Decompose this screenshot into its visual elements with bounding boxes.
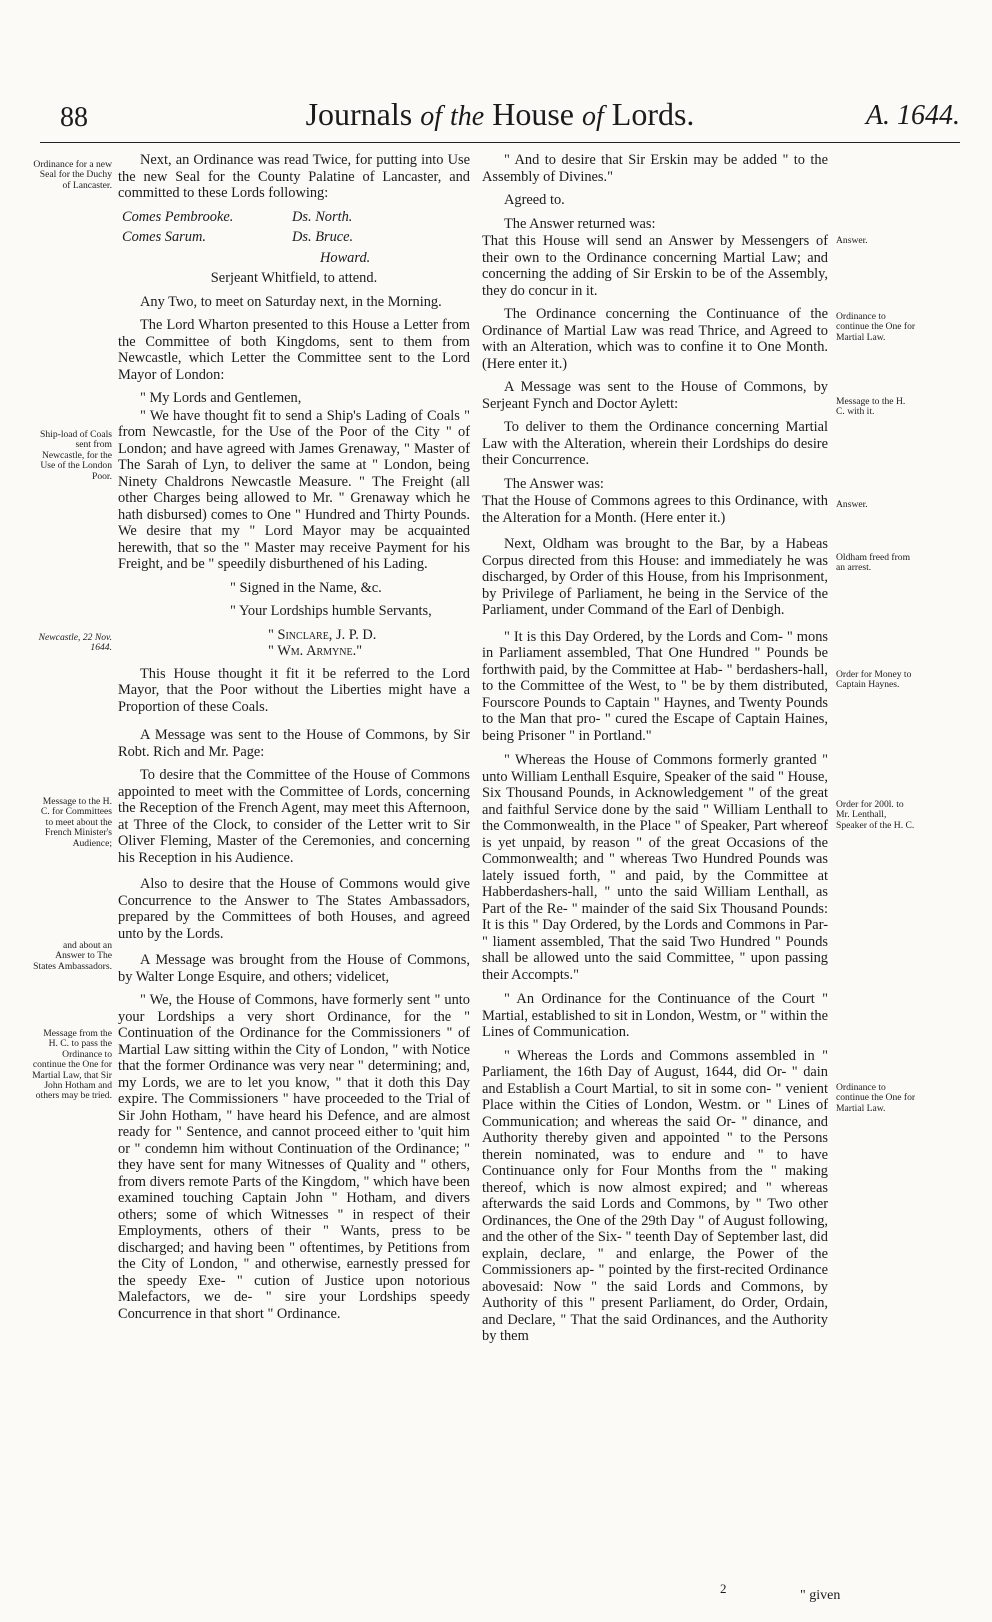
paragraph: This House thought it fit it be referred to the Lord Mayor, that the Poor without the Liberties might have a Proportion of these Coals. [118, 665, 470, 715]
title-word: the [450, 101, 485, 132]
margin-note: Order for Money to Captain Haynes. [836, 669, 912, 691]
page-year: A. 1644. [865, 100, 960, 131]
ordinance-text: " Whereas the Lords and Commons assembled in " Parliament, the 16th Day of August, 1644, did Or- " dain and Establish a Court Martial, to sit in some con- " venient Place within the Cities of London, Westm. or " Lines of Communication; and whereas the said Or- " dinance, and Authority thereby given and appointed " to the Persons therein nominated, was to endure and " to have Continuance only for Four Months from the " making thereof, which is now almost expired; and " whereas afterwards the said Lords and Commons, by " Two other Ordinances, the One of the 29th Day " of August following, and the other of the Six- " teenth Day of September last, did explain, declare, " and enlarge, the Power of the Commissioners ap- " pointed by the first-recited Ordinance abovesaid: Now " the said Lords and Commons, by Authority of this " present Parliament, do Order, Ordain, and Declare, " That the said Ordinances, and the Authority by them [482, 1047, 828, 1344]
paragraph: That this House will send an Answer by Messengers of their own to the Ordinance concerning Martial Law; and concerning the adding of Sir Erskin to be of the Assembly, they do concur in it. [482, 233, 828, 299]
paragraph: Agreed to. [504, 192, 565, 208]
page-number: 88 [60, 102, 88, 133]
page-header [40, 92, 960, 143]
lord-name: Ds. North. [292, 208, 353, 225]
letter-body: " We have thought fit to send a Ship's Lading of Coals " from Newcastle, for the Use of the Poor of the City " of London; and have agreed with James Grenaway, " Master of The Sarah of Lyn, to deliver the same at " London, being Ninety Chaldrons Newcastle Measure. " The Freight (all other Charges being allowed to Mr. " Grenaway which he hath disbursed) comes to One " Hundred and Thirty Pounds. We desire that my " Lord Mayor may be acquainted herewith, that so the " Master may receive Payment for his Freight, and be " speedily disburthened of his Lading. [118, 407, 470, 572]
paragraph: The Ordinance concerning the Continuance of the Ordinance of Martial Law was read Thrice, and Agreed to with an Alteration, which was to confine it to One Month. (Here enter it.) [482, 306, 828, 372]
margin-note: and about an Answer to The States Ambassadors. [33, 940, 112, 972]
title-word: of [581, 101, 604, 132]
margin-note: Message to the H. C. with it. [836, 396, 906, 418]
margin-note: Message to the H. C. for Committees to meet about the French Minister's Audience; [40, 796, 112, 849]
lords-list [118, 229, 470, 246]
signatures [118, 627, 470, 660]
left-column [118, 152, 470, 1329]
letter-salutation: " My Lords and Gentlemen, [140, 390, 302, 406]
margin-note: Ordinance to continue the One for Martial Law. [836, 1082, 916, 1114]
margin-note: Ordinance to continue the One for Martial Law. [836, 311, 916, 343]
paragraph: A Message was sent to the House of Commons, by Sir Robt. Rich and Mr. Page: [118, 727, 470, 760]
paragraph: Also to desire that the House of Commons would give Concurrence to the Answer to The States Ambassadors, prepared by the Committees of both Houses, and agreed unto by the Lords. [118, 876, 470, 942]
lord-name: Ds. Bruce. [292, 229, 354, 245]
ordinance-title: " An Ordinance for the Continuance of the Court " Martial, established to sit in London, Westm, or " within the Lines of Communication. [482, 991, 828, 1040]
right-column [482, 152, 828, 1352]
paragraph: Next, Oldham was brought to the Bar, by a Habeas Corpus directed from this House: and immediately he was discharged, by Order of this House, from his Imprisonment, by Privilege of Parliament, he being in the Service of the Parliament, under Command of the Earl of Denbigh. [482, 536, 828, 618]
lords-list [118, 250, 470, 267]
margin-note: Order for 200l. to Mr. Lenthall, Speaker of the H. C. [836, 799, 915, 831]
title-word: of [420, 101, 442, 132]
signature: " Wm. Armyne." [268, 643, 363, 659]
lord-name: Comes Pembrooke. [122, 208, 234, 225]
letter-signed: " Signed in the Name, &c. [230, 579, 382, 596]
paragraph: Serjeant Whitfield, to attend. [210, 270, 378, 286]
margin-note: Ordinance for a new Seal for the Duchy of Lancaster. [33, 159, 112, 191]
catchword: " given [800, 1588, 841, 1603]
order-text: " Whereas the House of Commons formerly granted " unto William Lenthall Esquire, Speaker of the said " House, Six Thousand Pounds, in Acknowledgement " of the great and faithful Service done by the said " William Lenthall to the Commonwealth, in the Place " of Speaker, Part whereof is yet unpaid, by reason " of the great Occasions of the Commonwealth; and " whereas Two Hundred Pounds was lately issued forth, " and paid, by the Committee at Habberdashers-hall, " unto the said William Lenthall, as Part of the Re- " mainder of the said Six Thousand Pounds: It is this " Day Ordered, by the Lords and Commons in Par- " liament assembled, That the said Two Hundred " Pounds shall be allowed unto the said Committee, " upon passing their Accompts." [482, 752, 828, 983]
running-title [40, 96, 960, 133]
letter-closing: " Your Lordships humble Servants, [230, 603, 432, 619]
paragraph: To deliver to them the Ordinance concerning Martial Law with the Alteration, wherein their Lordships do desire their Concurrence. [482, 419, 828, 468]
title-word: Journals [305, 96, 413, 132]
margin-note: Oldham freed from an arrest. [836, 552, 911, 574]
margin-note: Answer. [836, 499, 868, 510]
paragraph: That the House of Commons agrees to this Ordinance, with the Alteration for a Month. (Here enter it.) [482, 493, 828, 526]
title-word: House [492, 96, 574, 132]
paragraph: The Answer was: [504, 475, 604, 492]
paragraph: " And to desire that Sir Erskin may be added " to the Assembly of Divines." [482, 152, 828, 185]
lord-name: Comes Sarum. [122, 229, 206, 245]
lord-name: Howard. [320, 249, 371, 266]
margin-note: Ship-load of Coals sent from Newcastle, for the Use of the London Poor. [40, 429, 112, 482]
paragraph: The Lord Wharton presented to this House a Letter from the Committee of both Kingdoms, sent to them from Newcastle, which Letter the Committee sent to the Lord Mayor of London: [118, 317, 470, 383]
quoted-message: " We, the House of Commons, have formerly sent " unto your Lordships a very short Ordinance, for the " Continuation of the Ordinance for the Commissioners " of Martial Law sitting within the City of London, " with Notice that the former Ordinance was very near " determining; and, my Lords, we are to let you know, " that it doth this Day expire. The Commissioners " have proceeded to the Trial of Sir John Hotham, " have heard his Defence, and are almost ready for " Sentence, and cannot proceed either to 'quit him or " condemn him without Continuation of the Ordinance; " they have sent for many Witnesses of Quality and " others, from divers remote Parts of the Kingdom, " which have been examined touching Captain John " Hotham, and divers others; some of which Witnesses " in respect of their Employments, others of their " Wants, press to be discharged; and having been " oftentimes, by Petitions from the City of London, " and otherwise, earnestly pressed for the speedy Exe- " cution of Justice upon notorious Malefactors, we de- " sire your Lordships speedy Concurrence in that short " Ordinance. [118, 992, 470, 1322]
paragraph: A Message was brought from the House of Commons, by Walter Longe Esquire, and others; videlicet, [118, 952, 470, 985]
paragraph: To desire that the Committee of the House of Commons appointed to meet with the Committee of Lords, concerning the Reception of the French Agent, may meet this Afternoon, at Three of the Clock, to consider of the Letter writ to Sir Oliver Fleming, Master of the Ceremonies, and concerning his Reception in his Audience. [118, 767, 470, 866]
lords-list [118, 209, 470, 226]
title-word: Lords. [611, 96, 695, 132]
paragraph: A Message was sent to the House of Commons, by Serjeant Fynch and Doctor Aylett: [482, 379, 828, 412]
paragraph: Any Two, to meet on Saturday next, in the Morning. [140, 293, 442, 310]
margin-note: Message from the H. C. to pass the Ordinance to continue the One for Martial Law, that Sir John Hotham and others may be tried. [32, 1028, 112, 1102]
paragraph: Next, an Ordinance was read Twice, for putting into Use the new Seal for the County Palatine of Lancaster, and committed to these Lords following: [118, 152, 470, 201]
order-text: " It is this Day Ordered, by the Lords and Com- " mons in Parliament assembled, That One Hundred " Pounds be forthwith paid, by the Committee at Hab- " berdashers-hall, to the Committee of the West, to " be by them distributed, Fourscore Pounds to Captain " Haynes, and Twenty Pounds to the Man that pro- " cured the Escape of Captain Haines, being Prisoner " in Portland." [482, 628, 828, 744]
signature-mark: 2 [720, 1581, 727, 1596]
signature: " Sinclare, J. P. D. [268, 626, 377, 643]
margin-note: Answer. [836, 235, 868, 246]
paragraph: The Answer returned was: [504, 215, 656, 232]
margin-note-date: Newcastle, 22 Nov. 1644. [38, 632, 112, 654]
